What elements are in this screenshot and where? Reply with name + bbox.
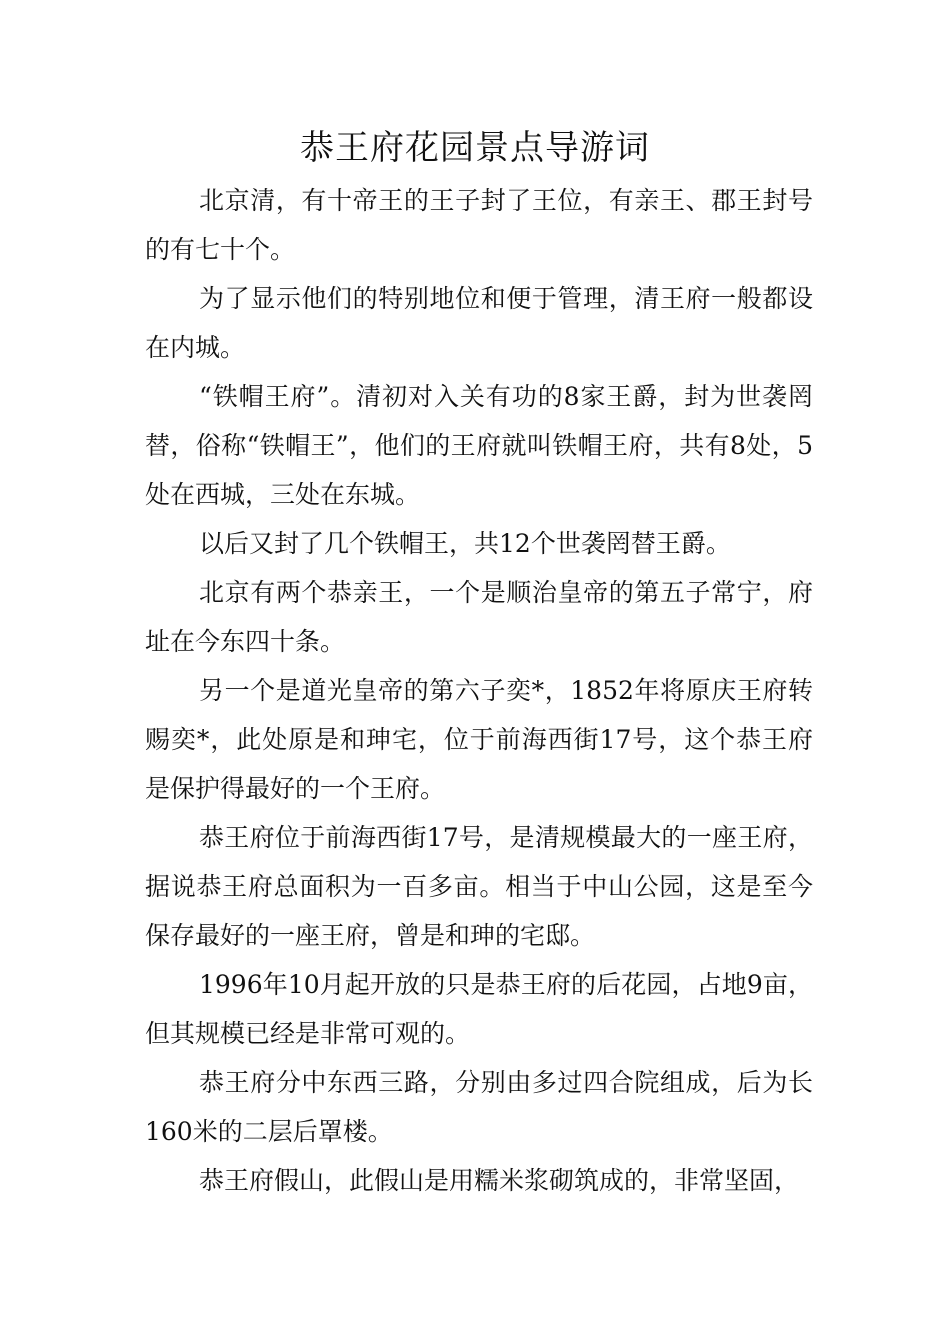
paragraph: “铁帽王府”。清初对入关有功的8家王爵，封为世袭罔替，俗称“铁帽王”，他们的王府就叫铁帽王府，共有8处，5处在西城，三处在东城。 bbox=[145, 382, 813, 509]
paragraph: 以后又封了几个铁帽王，共12个世袭罔替王爵。 bbox=[199, 529, 731, 558]
paragraph: 恭王府位于前海西街17号，是清规模最大的一座王府，据说恭王府总面积为一百多亩。相当于中山公园，这是至今保存最好的一座王府，曾是和珅的宅邸。 bbox=[145, 823, 813, 950]
paragraph: 北京有两个恭亲王，一个是顺治皇帝的第五子常宁，府址在今东四十条。 bbox=[145, 578, 813, 656]
paragraph: 北京清，有十帝王的王子封了王位，有亲王、郡王封号的有七十个。 bbox=[145, 186, 813, 264]
paragraph: 为了显示他们的特别地位和便于管理，清王府一般都设在内城。 bbox=[145, 284, 813, 362]
paragraph: 恭王府分中东西三路，分别由多过四合院组成，后为长160米的二层后罩楼。 bbox=[145, 1068, 813, 1146]
paragraph: 另一个是道光皇帝的第六子奕*，1852年将原庆王府转赐奕*，此处原是和珅宅，位于前海西街17号，这个恭王府是保护得最好的一个王府。 bbox=[145, 676, 813, 803]
document-title: 恭王府花园景点导游词 bbox=[300, 128, 650, 168]
paragraph: 1996年10月起开放的只是恭王府的后花园，占地9亩，但其规模已经是非常可观的。 bbox=[145, 970, 813, 1048]
paragraph: 恭王府假山，此假山是用糯米浆砌筑成的，非常坚固， bbox=[199, 1166, 800, 1195]
document-body bbox=[145, 176, 813, 1205]
